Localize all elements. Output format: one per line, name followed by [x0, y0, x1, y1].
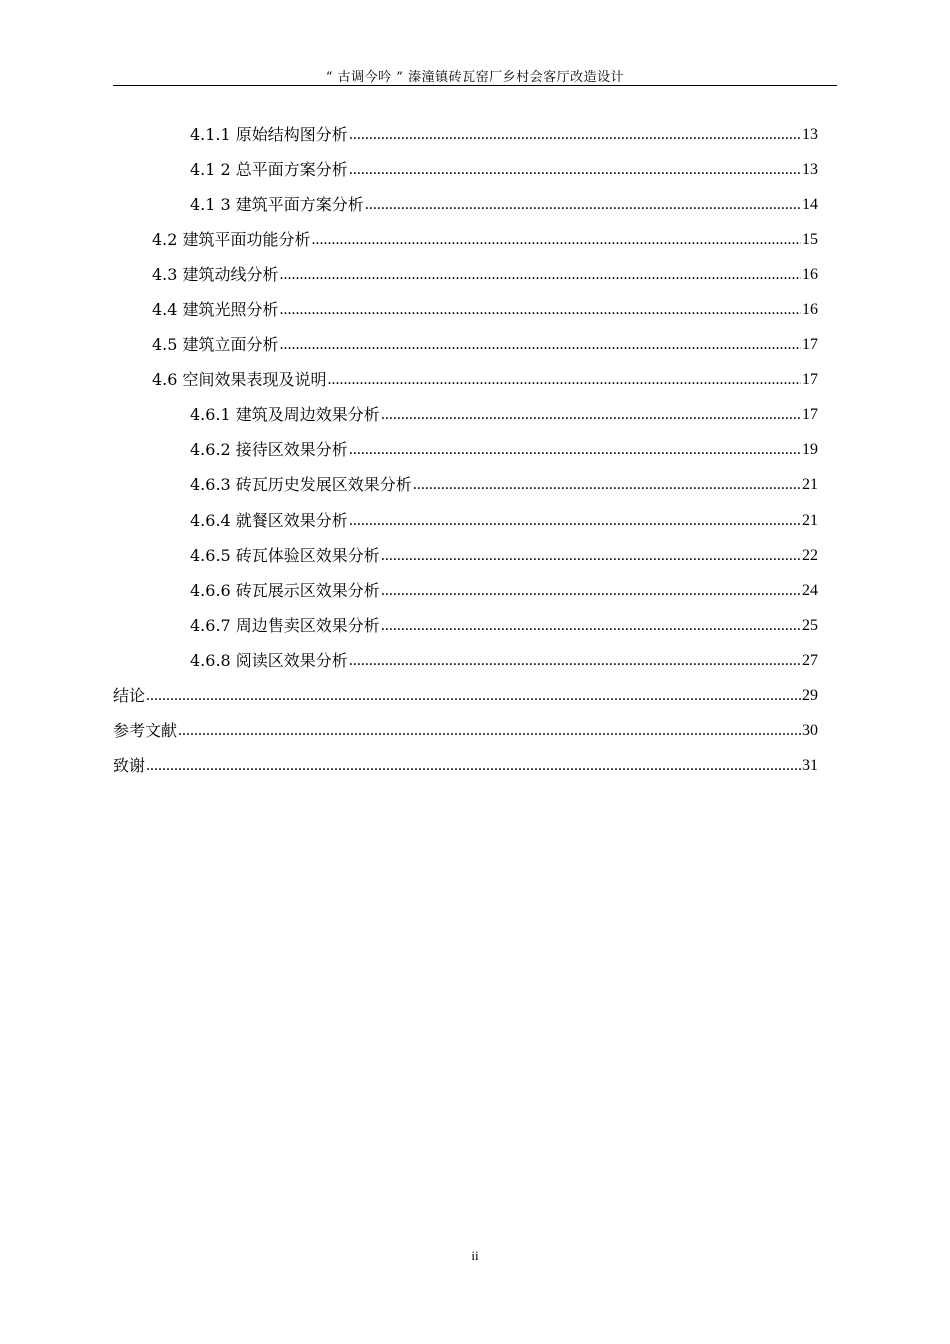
toc-entry-title: 4.1 2 总平面方案分析	[190, 159, 348, 179]
toc-entry-title: 4.6.5 砖瓦体验区效果分析	[190, 545, 380, 565]
toc-entry-page: 29	[802, 687, 818, 705]
toc-dot-leader	[381, 616, 801, 636]
toc-dot-leader	[349, 160, 801, 180]
toc-entry-title: 4.6.1 建筑及周边效果分析	[190, 405, 380, 425]
toc-dot-leader	[146, 686, 801, 706]
toc-entry[interactable]	[113, 538, 818, 573]
toc-entry-page: 19	[802, 441, 818, 459]
toc-entry-page: 30	[802, 722, 818, 740]
toc-entry[interactable]	[113, 117, 818, 152]
toc-entry-page: 17	[802, 336, 818, 354]
toc-entry[interactable]	[113, 152, 818, 187]
toc-entry-title: 4.4 建筑光照分析	[152, 300, 279, 320]
toc-dot-leader	[381, 546, 801, 566]
toc-entry-title: 4.6.2 接待区效果分析	[190, 440, 348, 460]
toc-entry[interactable]	[113, 363, 818, 398]
toc-dot-leader	[349, 651, 801, 671]
toc-entry-page: 13	[802, 160, 818, 178]
toc-entry-page: 17	[802, 371, 818, 389]
toc-entry-page: 13	[802, 125, 818, 143]
toc-entry-page: 21	[802, 476, 818, 494]
toc-entry-page: 16	[802, 265, 818, 283]
toc-entry-page: 21	[802, 511, 818, 529]
toc-entry-page: 17	[802, 406, 818, 424]
toc-entry-title: 致谢	[113, 756, 146, 776]
toc-dot-leader	[349, 125, 801, 145]
toc-dot-leader	[413, 475, 801, 495]
toc-entry-title: 4.6.4 就餐区效果分析	[190, 510, 348, 530]
toc-entry-title: 4.1 3 建筑平面方案分析	[190, 194, 364, 214]
toc-dot-leader	[280, 300, 801, 320]
toc-entry[interactable]	[113, 573, 818, 608]
toc-entry[interactable]	[113, 749, 818, 784]
toc-entry-title: 4.6.6 砖瓦展示区效果分析	[190, 580, 380, 600]
toc-entry[interactable]	[113, 328, 818, 363]
toc-dot-leader	[280, 335, 801, 355]
toc-entry-title: 4.5 建筑立面分析	[152, 335, 279, 355]
toc-entry-title: 4.6.7 周边售卖区效果分析	[190, 615, 380, 635]
toc-entry-page: 25	[802, 616, 818, 634]
table-of-contents	[113, 117, 818, 784]
toc-entry-page: 22	[802, 546, 818, 564]
toc-entry[interactable]	[113, 257, 818, 292]
toc-entry[interactable]	[113, 643, 818, 678]
toc-entry[interactable]	[113, 222, 818, 257]
toc-entry-title: 4.6.8 阅读区效果分析	[190, 650, 348, 670]
toc-dot-leader	[365, 195, 801, 215]
header-rule	[113, 85, 837, 86]
toc-entry[interactable]	[113, 433, 818, 468]
toc-dot-leader	[312, 230, 801, 250]
toc-entry-title: 4.6 空间效果表现及说明	[152, 370, 327, 390]
toc-entry[interactable]	[113, 187, 818, 222]
toc-entry-page: 16	[802, 301, 818, 319]
toc-entry[interactable]	[113, 714, 818, 749]
toc-dot-leader	[280, 265, 801, 285]
toc-entry-title: 4.1.1 原始结构图分析	[190, 124, 348, 144]
toc-entry[interactable]	[113, 292, 818, 327]
toc-entry[interactable]	[113, 398, 818, 433]
toc-entry-page: 15	[802, 230, 818, 248]
toc-entry[interactable]	[113, 468, 818, 503]
toc-dot-leader	[349, 440, 801, 460]
toc-entry-title: 结论	[113, 686, 146, 706]
toc-entry-page: 31	[802, 757, 818, 775]
toc-entry-title: 4.2 建筑平面功能分析	[152, 229, 311, 249]
toc-dot-leader	[328, 370, 801, 390]
toc-entry-title: 4.6.3 砖瓦历史发展区效果分析	[190, 475, 412, 495]
toc-entry[interactable]	[113, 679, 818, 714]
toc-entry-page: 24	[802, 581, 818, 599]
toc-entry[interactable]	[113, 503, 818, 538]
page-number: ii	[471, 1248, 479, 1263]
toc-dot-leader	[146, 756, 801, 776]
toc-dot-leader	[178, 721, 801, 741]
toc-dot-leader	[381, 405, 801, 425]
toc-dot-leader	[349, 511, 801, 531]
toc-entry-page: 27	[802, 651, 818, 669]
toc-entry-page: 14	[802, 195, 818, 213]
toc-entry-title: 参考文献	[113, 721, 178, 741]
toc-dot-leader	[381, 581, 801, 601]
toc-entry-title: 4.3 建筑动线分析	[152, 264, 279, 284]
toc-entry[interactable]	[113, 608, 818, 643]
running-header: “ 古调今吟 ” 溱潼镇砖瓦窑厂乡村会客厅改造设计	[325, 70, 625, 85]
